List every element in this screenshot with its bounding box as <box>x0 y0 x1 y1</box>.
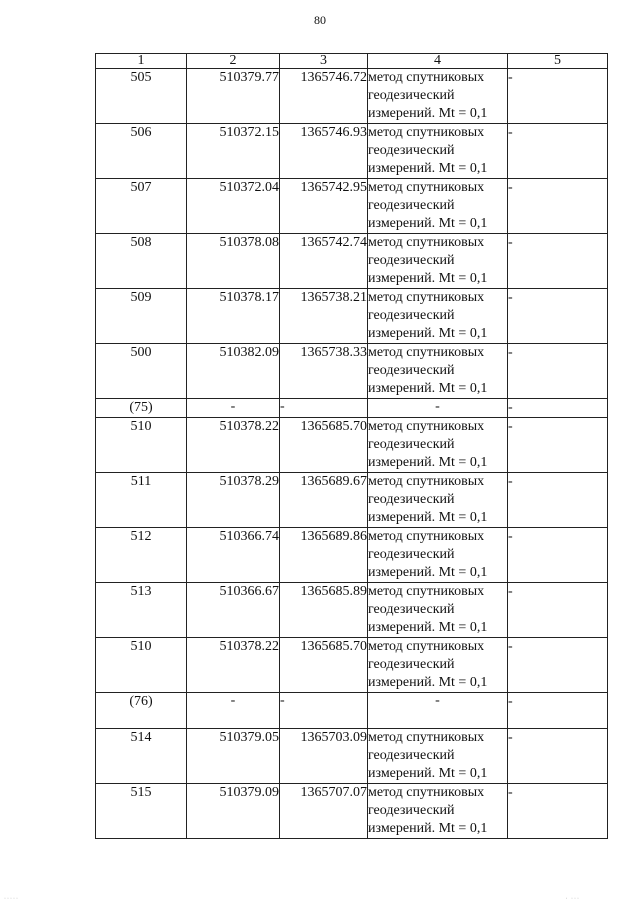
x-coordinate-cell: 510378.22 <box>187 638 280 693</box>
note-cell: - <box>508 729 608 784</box>
method-cell <box>368 473 508 528</box>
column-header-4: 4 <box>368 54 508 69</box>
method-line: геодезический <box>368 602 455 617</box>
y-coordinate-cell: 1365689.86 <box>280 528 368 583</box>
table-row <box>96 638 608 693</box>
table-row <box>96 528 608 583</box>
method-line: геодезический <box>368 253 455 268</box>
method-line: - <box>435 399 440 414</box>
method-line: измерений. Mt = 0,1 <box>368 675 488 690</box>
x-coordinate-cell: - <box>187 693 280 729</box>
point-number-cell: 510 <box>96 418 187 473</box>
point-number-cell: 509 <box>96 289 187 344</box>
point-number-cell: 514 <box>96 729 187 784</box>
y-coordinate-cell: 1365703.09 <box>280 729 368 784</box>
table-header-row <box>96 54 608 69</box>
x-coordinate-cell: 510379.05 <box>187 729 280 784</box>
column-header-2: 2 <box>187 54 280 69</box>
table-row <box>96 583 608 638</box>
point-number-cell: 508 <box>96 234 187 289</box>
note-cell: - <box>508 179 608 234</box>
note-cell: - <box>508 583 608 638</box>
method-cell <box>368 69 508 124</box>
x-coordinate-cell: 510366.74 <box>187 528 280 583</box>
scan-mark-right: · ··· <box>565 896 580 902</box>
y-coordinate-cell: 1365738.33 <box>280 344 368 399</box>
method-line: геодезический <box>368 657 455 672</box>
method-line: метод спутниковых <box>368 180 485 195</box>
method-line: измерений. Mt = 0,1 <box>368 216 488 231</box>
method-cell <box>368 693 508 729</box>
table-row <box>96 179 608 234</box>
y-coordinate-cell: 1365738.21 <box>280 289 368 344</box>
note-cell: - <box>508 344 608 399</box>
note-cell: - <box>508 69 608 124</box>
table-row <box>96 693 608 729</box>
method-line: измерений. Mt = 0,1 <box>368 271 488 286</box>
method-line: измерений. Mt = 0,1 <box>368 620 488 635</box>
method-line: геодезический <box>368 363 455 378</box>
method-line: измерений. Mt = 0,1 <box>368 565 488 580</box>
method-cell <box>368 234 508 289</box>
method-line: метод спутниковых <box>368 730 485 745</box>
column-header-1: 1 <box>96 54 187 69</box>
method-line: метод спутниковых <box>368 474 485 489</box>
note-cell: - <box>508 528 608 583</box>
note-cell: - <box>508 399 608 418</box>
point-number-cell: (76) <box>96 693 187 729</box>
note-cell: - <box>508 473 608 528</box>
method-cell <box>368 583 508 638</box>
method-line: геодезический <box>368 143 455 158</box>
method-cell <box>368 418 508 473</box>
method-line: измерений. Mt = 0,1 <box>368 106 488 121</box>
x-coordinate-cell: 510378.29 <box>187 473 280 528</box>
x-coordinate-cell: 510366.67 <box>187 583 280 638</box>
x-coordinate-cell: 510372.15 <box>187 124 280 179</box>
table-body <box>96 69 608 839</box>
method-line: измерений. Mt = 0,1 <box>368 326 488 341</box>
x-coordinate-cell: 510378.17 <box>187 289 280 344</box>
method-line: метод спутниковых <box>368 419 485 434</box>
method-cell <box>368 638 508 693</box>
method-line: метод спутниковых <box>368 529 485 544</box>
column-header-3: 3 <box>280 54 368 69</box>
y-coordinate-cell: 1365707.07 <box>280 784 368 839</box>
method-line: метод спутниковых <box>368 639 485 654</box>
method-cell <box>368 179 508 234</box>
point-number-cell: 507 <box>96 179 187 234</box>
point-number-cell: 505 <box>96 69 187 124</box>
note-cell: - <box>508 234 608 289</box>
note-cell: - <box>508 124 608 179</box>
table-row <box>96 399 608 418</box>
y-coordinate-cell: 1365742.74 <box>280 234 368 289</box>
note-cell: - <box>508 418 608 473</box>
point-number-cell: (75) <box>96 399 187 418</box>
point-number-cell: 506 <box>96 124 187 179</box>
method-line: геодезический <box>368 88 455 103</box>
scan-mark-left: ····· <box>4 896 19 902</box>
method-line: метод спутниковых <box>368 345 485 360</box>
point-number-cell: 512 <box>96 528 187 583</box>
method-line: метод спутниковых <box>368 785 485 800</box>
x-coordinate-cell: 510379.77 <box>187 69 280 124</box>
method-line: геодезический <box>368 308 455 323</box>
method-cell <box>368 289 508 344</box>
x-coordinate-cell: - <box>187 399 280 418</box>
method-line: - <box>435 693 440 708</box>
method-line: измерений. Mt = 0,1 <box>368 766 488 781</box>
coordinates-table <box>95 53 608 839</box>
method-cell <box>368 528 508 583</box>
method-line: геодезический <box>368 547 455 562</box>
method-line: метод спутниковых <box>368 584 485 599</box>
y-coordinate-cell: 1365689.67 <box>280 473 368 528</box>
point-number-cell: 510 <box>96 638 187 693</box>
x-coordinate-cell: 510378.22 <box>187 418 280 473</box>
method-line: геодезический <box>368 492 455 507</box>
y-coordinate-cell: 1365685.89 <box>280 583 368 638</box>
table-row <box>96 234 608 289</box>
method-cell <box>368 784 508 839</box>
method-cell <box>368 729 508 784</box>
y-coordinate-cell: 1365742.95 <box>280 179 368 234</box>
note-cell: - <box>508 693 608 729</box>
method-cell <box>368 399 508 418</box>
y-coordinate-cell: 1365685.70 <box>280 418 368 473</box>
table-row <box>96 729 608 784</box>
table-row <box>96 124 608 179</box>
method-line: геодезический <box>368 198 455 213</box>
method-cell <box>368 124 508 179</box>
note-cell: - <box>508 784 608 839</box>
point-number-cell: 500 <box>96 344 187 399</box>
y-coordinate-cell: - <box>280 399 368 418</box>
method-line: измерений. Mt = 0,1 <box>368 455 488 470</box>
method-line: измерений. Mt = 0,1 <box>368 161 488 176</box>
point-number-cell: 513 <box>96 583 187 638</box>
page-number: 80 <box>314 13 326 27</box>
x-coordinate-cell: 510379.09 <box>187 784 280 839</box>
method-line: метод спутниковых <box>368 70 485 85</box>
x-coordinate-cell: 510382.09 <box>187 344 280 399</box>
x-coordinate-cell: 510378.08 <box>187 234 280 289</box>
column-header-5: 5 <box>508 54 608 69</box>
table-row <box>96 473 608 528</box>
method-line: геодезический <box>368 803 455 818</box>
method-line: измерений. Mt = 0,1 <box>368 381 488 396</box>
table-row <box>96 69 608 124</box>
table-row <box>96 418 608 473</box>
y-coordinate-cell: - <box>280 693 368 729</box>
y-coordinate-cell: 1365685.70 <box>280 638 368 693</box>
note-cell: - <box>508 638 608 693</box>
method-line: метод спутниковых <box>368 125 485 140</box>
table-row <box>96 344 608 399</box>
method-cell <box>368 344 508 399</box>
point-number-cell: 515 <box>96 784 187 839</box>
point-number-cell: 511 <box>96 473 187 528</box>
table-row <box>96 784 608 839</box>
method-line: геодезический <box>368 748 455 763</box>
y-coordinate-cell: 1365746.72 <box>280 69 368 124</box>
method-line: метод спутниковых <box>368 235 485 250</box>
method-line: метод спутниковых <box>368 290 485 305</box>
note-cell: - <box>508 289 608 344</box>
method-line: измерений. Mt = 0,1 <box>368 821 488 836</box>
table-row <box>96 289 608 344</box>
y-coordinate-cell: 1365746.93 <box>280 124 368 179</box>
method-line: измерений. Mt = 0,1 <box>368 510 488 525</box>
method-line: геодезический <box>368 437 455 452</box>
x-coordinate-cell: 510372.04 <box>187 179 280 234</box>
